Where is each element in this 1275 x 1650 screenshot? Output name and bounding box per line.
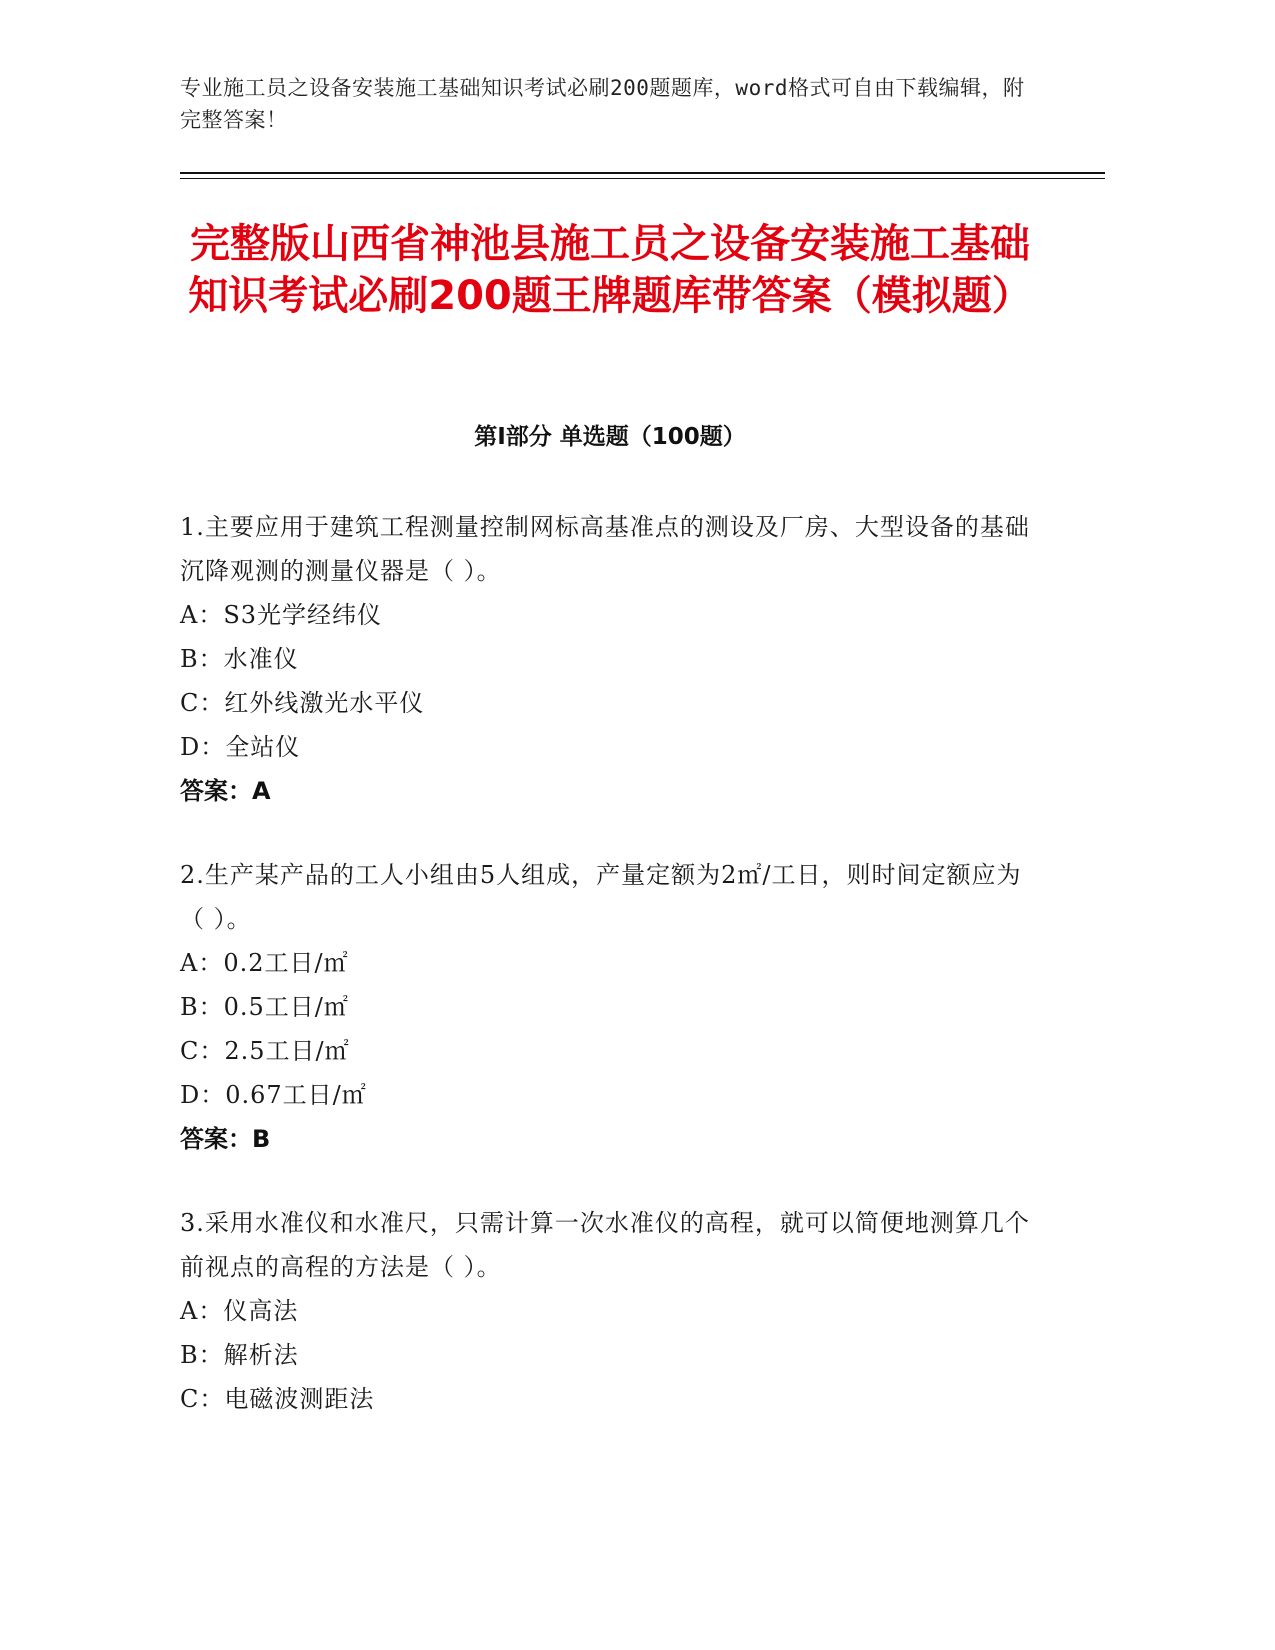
option-b: B：解析法	[180, 1341, 299, 1369]
option-a: A：0.2工日/㎡	[180, 949, 349, 977]
option-c: C：电磁波测距法	[180, 1385, 375, 1413]
answer-line: 答案：A	[180, 777, 271, 805]
option-a: A：仪高法	[180, 1297, 299, 1325]
option-b: B：水准仪	[180, 645, 299, 673]
option-c: C：红外线激光水平仪	[180, 689, 425, 717]
question-item	[180, 853, 1040, 1161]
question-item	[180, 1201, 1040, 1421]
option-d: D：全站仪	[180, 733, 301, 761]
question-stem: 2.生产某产品的工人小组由5人组成，产量定额为2㎡/工日，则时间定额应为（ ）。	[180, 861, 1022, 933]
option-d: D：0.67工日/㎡	[180, 1081, 367, 1109]
option-c: C：2.5工日/㎡	[180, 1037, 350, 1065]
question-item	[180, 505, 1040, 813]
answer-line: 答案：B	[180, 1125, 271, 1153]
option-b: B：0.5工日/㎡	[180, 993, 349, 1021]
question-stem: 3.采用水准仪和水准尺，只需计算一次水准仪的高程，就可以简便地测算几个前视点的高程的方法是（ ）。	[180, 1209, 1030, 1281]
header-note: 专业施工员之设备安装施工基础知识考试必刷200题题库，word格式可自由下载编辑，附完整答案！	[180, 76, 1025, 132]
option-a: A：S3光学经纬仪	[180, 601, 383, 629]
header-divider-thin	[180, 178, 1105, 179]
question-list	[180, 505, 1040, 1461]
question-stem: 1.主要应用于建筑工程测量控制网标高基准点的测设及厂房、大型设备的基础沉降观测的测量仪器是（ ）。	[180, 513, 1030, 585]
document-title: 完整版山西省神池县施工员之设备安装施工基础知识考试必刷200题王牌题库带答案（模拟题）	[188, 221, 1032, 319]
header-divider-thick	[180, 172, 1105, 174]
section-heading: 第Ⅰ部分 单选题（100题）	[474, 424, 746, 450]
